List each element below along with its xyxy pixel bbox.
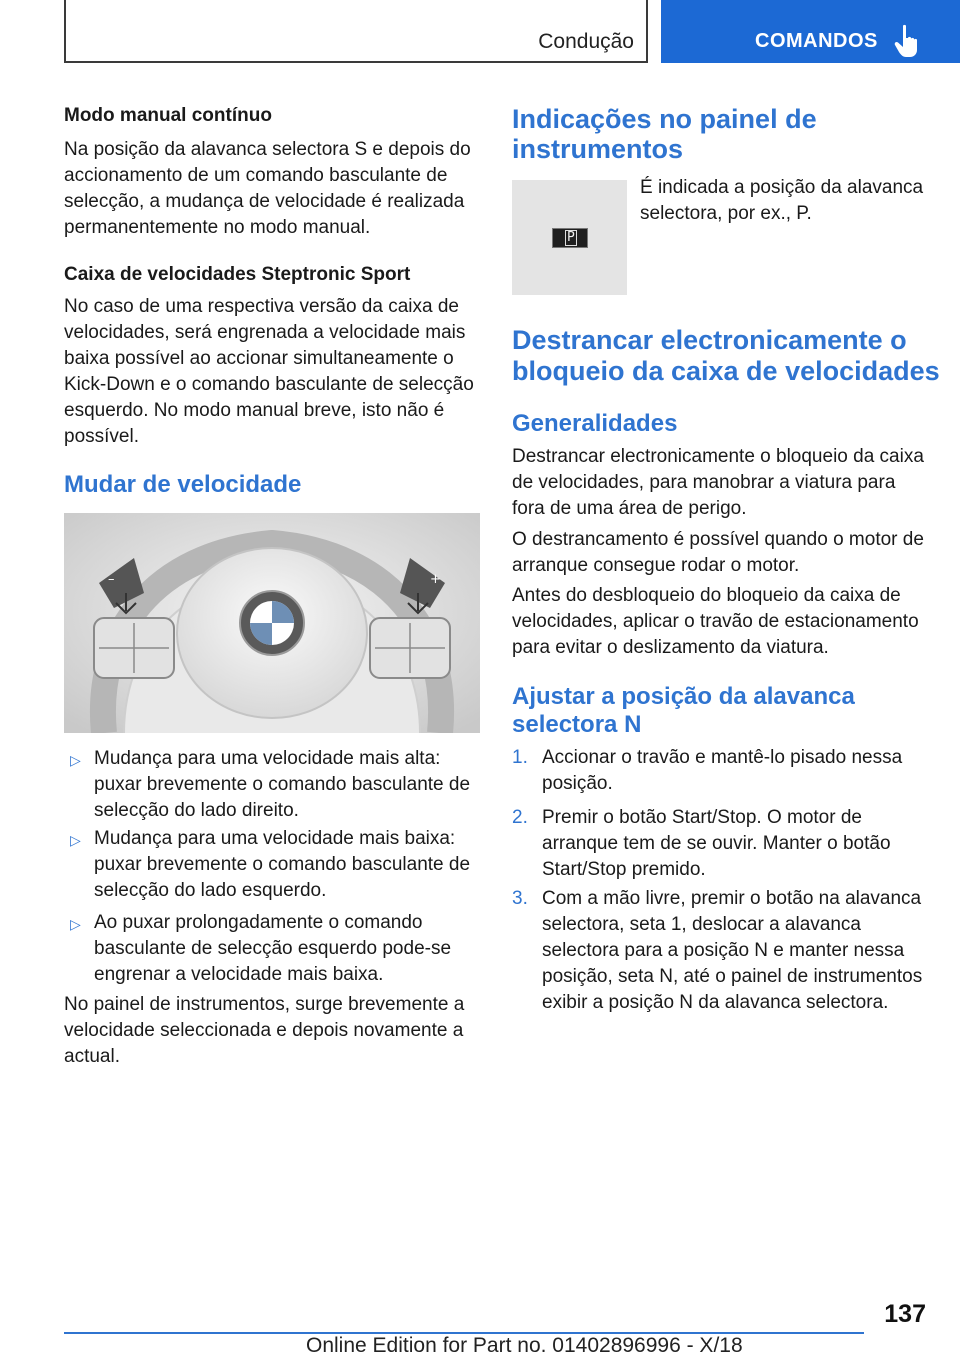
- paragraph-modo-manual: Na posição da alavanca selectora S e depois do accionamento de um comando basculante de selecção, a mudança de velocidade é realizada permanentemente no modo manual.: [64, 139, 471, 238]
- steering-wheel-image: [64, 513, 480, 733]
- heading-destrancar: Destrancar electronicamente o bloqueio da caixa de velocidades: [512, 325, 940, 386]
- list-item: ▷ Mudança para uma velocidade mais alta: puxar brevemente o comando basculante de selecção do lado direito.: [70, 748, 471, 821]
- heading-steptronic-sport: Caixa de velocidades Steptronic Sport: [64, 264, 411, 285]
- triangle-bullet-icon: ▷: [70, 752, 81, 768]
- section-title: Condução: [538, 30, 634, 53]
- list-item: 3. Com a mão livre, premir o botão na alavanca selectora, seta 1, deslocar a alavanca selectora para a posição N e manter nessa posição, seta N, até o painel de instrumentos exibir a posição N da alavanca selectora.: [512, 888, 923, 1013]
- heading-modo-manual: Modo manual contínuo: [64, 105, 272, 126]
- paragraph-generalidades: Destrancar electronicamente o bloqueio da caixa de velocidades, para manobrar a viatura para fora de uma área de perigo.: [512, 446, 924, 519]
- footer-edition: Online Edition for Part no. 01402896996 - X/18: [306, 1334, 743, 1357]
- heading-generalidades: Generalidades: [512, 410, 678, 437]
- paddle-minus-label: –: [108, 572, 115, 587]
- gear-display-icon: P: [552, 228, 588, 248]
- heading-indicacoes: Indicações no painel de instrumentos: [512, 104, 817, 164]
- triangle-bullet-icon: ▷: [70, 916, 81, 932]
- hand-pointer-icon: [894, 24, 920, 58]
- heading-mudar-velocidade: Mudar de velocidade: [64, 471, 302, 498]
- header-section-tab: [64, 0, 648, 63]
- triangle-bullet-icon: ▷: [70, 832, 81, 848]
- list-item: 2. Premir o botão Start/Stop. O motor de arranque tem de se ouvir. Manter o botão Start/Stop premido.: [512, 807, 891, 880]
- list-item: ▷ Ao puxar prolongadamente o comando basculante de selecção esquerdo pode-se engrenar a velocidade mais baixa.: [70, 912, 452, 985]
- instrument-panel-image: [512, 180, 627, 295]
- list-item: 1. Accionar o travão e mantê-lo pisado nessa posição.: [512, 747, 903, 794]
- list-item: ▷ Mudança para uma velocidade mais baixa: puxar brevemente o comando basculante de selecção do lado esquerdo.: [70, 828, 471, 901]
- paragraph-destrancamento: O destrancamento é possível quando o motor de arranque consegue rodar o motor.: [512, 529, 924, 576]
- heading-ajustar-posicao: Ajustar a posição da alavanca selectora N: [512, 683, 855, 738]
- paddle-plus-label: +: [430, 572, 441, 587]
- header-chapter-tab: [661, 0, 960, 63]
- chapter-title: COMANDOS: [755, 30, 878, 52]
- paragraph-steptronic-sport: No caso de uma respectiva versão da caixa de velocidades, será engrenada a velocidade mais baixa possível ao accionar simultaneamente o Kick-Down e o comando basculante de selecção esquerdo. No modo manual breve, isto não é possível.: [64, 296, 474, 447]
- page-number: 137: [884, 1300, 926, 1328]
- paragraph-painel-instrumentos: No painel de instrumentos, surge brevemente a velocidade seleccionada e depois novamente a actual.: [64, 994, 465, 1067]
- paragraph-indicada-posicao: É indicada a posição da alavanca selectora, por ex., P.: [640, 177, 924, 224]
- paragraph-antes-desbloqueio: Antes do desbloqueio do bloqueio da caixa de velocidades, aplicar o travão de estacionamento para evitar o deslizamento da viatura.: [512, 585, 919, 658]
